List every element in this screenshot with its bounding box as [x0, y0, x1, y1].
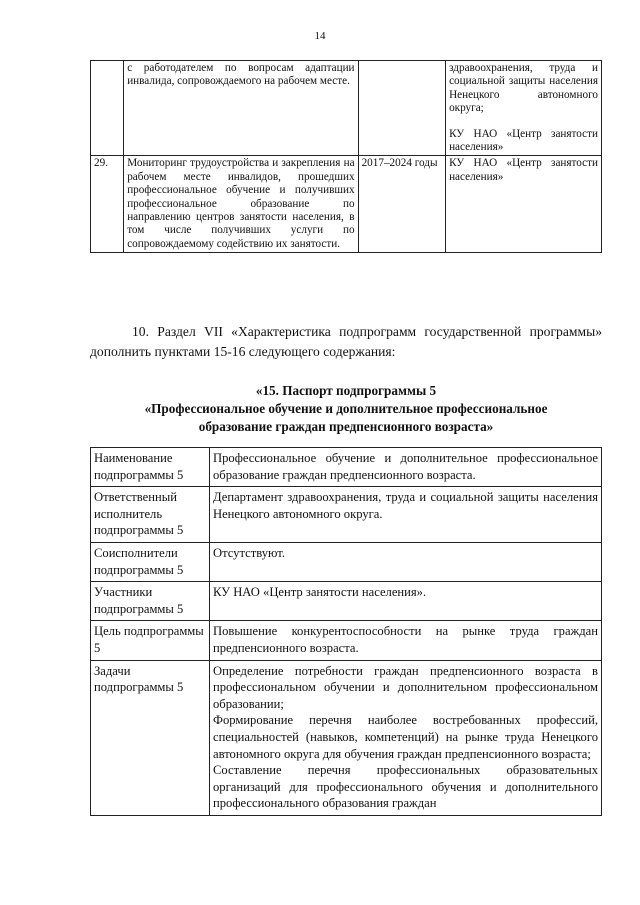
passport-label: Цель подпрограммы 5	[91, 621, 210, 660]
heading-line: «Профессиональное обучение и дополнительное профессиональное	[144, 401, 548, 416]
period-cell: 2017–2024 годы	[358, 156, 446, 253]
table-row	[91, 156, 602, 253]
passport-label: Ответственный исполнитель подпрограммы 5	[91, 487, 210, 543]
passport-value-text: Определение потребности граждан предпенсионного возраста в профессиональном обучении и дополнительном профессиональном образовании;	[213, 663, 598, 711]
passport-value	[210, 487, 602, 543]
passport-table	[90, 447, 602, 816]
page-number: 14	[314, 30, 326, 42]
executor-text: КУ НАО «Центр занятости населения»	[449, 127, 598, 154]
passport-value-text: Формирование перечня наиболее востребованных профессий, специальностей (навыков, компетенций) на рынке труда Ненецкого автономного округа для обучения граждан предпенсионного возраста;	[213, 713, 598, 761]
passport-value-text: Департамент здравоохранения, труда и социальной защиты населения Ненецкого автономного округа.	[213, 490, 598, 521]
passport-value	[210, 448, 602, 487]
amendment-paragraph: 10. Раздел VII «Характеристика подпрограмм государственной программы» дополнить пунктами 15-16 следующего содержания:	[90, 324, 602, 359]
passport-value	[210, 621, 602, 660]
table-row	[91, 660, 602, 815]
table-row	[91, 582, 602, 621]
section-heading	[90, 382, 602, 436]
executor-cell: КУ НАО «Центр занятости населения»	[446, 156, 602, 253]
table-row	[91, 448, 602, 487]
passport-value	[210, 660, 602, 815]
activities-table	[90, 60, 602, 253]
table-row	[91, 542, 602, 581]
heading-line: «15. Паспорт подпрограммы 5	[255, 383, 437, 398]
executor-text: здравоохранения, труда и социальной защиты населения Ненецкого автономного округа;	[449, 62, 598, 115]
action-cell: с работодателем по вопросам адаптации инвалида, сопровождаемого на рабочем месте.	[124, 61, 358, 156]
row-number-cell	[91, 61, 124, 156]
action-cell: Мониторинг трудоустройства и закрепления на рабочем месте инвалидов, прошедших профессиональное обучение и получивших профессиональное образование по направлению центров занятости населения, в том числе получивших услуги по сопровождаемому содействию их занятости.	[124, 156, 358, 253]
table-row	[91, 487, 602, 543]
passport-label: Участники подпрограммы 5	[91, 582, 210, 621]
passport-label: Наименование подпрограммы 5	[91, 448, 210, 487]
passport-value-text: КУ НАО «Центр занятости населения».	[213, 585, 427, 600]
heading-line: образование граждан предпенсионного возраста»	[198, 419, 494, 434]
row-number-cell: 29.	[91, 156, 124, 253]
table-row	[91, 621, 602, 660]
passport-value	[210, 542, 602, 581]
executor-cell	[446, 61, 602, 156]
passport-value-text: Профессиональное обучение и дополнительное профессиональное образование граждан предпенсионного возраста.	[213, 451, 598, 482]
passport-label: Задачи подпрограммы 5	[91, 660, 210, 815]
passport-value-text: Повышение конкурентоспособности на рынке труда граждан предпенсионного возраста.	[213, 624, 598, 655]
period-cell	[358, 61, 446, 156]
passport-value-text: Отсутствуют.	[213, 545, 285, 560]
passport-value-text: Составление перечня профессиональных образовательных организаций для профессионального обучения и дополнительного профессионального образования граждан	[213, 763, 598, 811]
passport-value	[210, 582, 602, 621]
table-row	[91, 61, 602, 156]
passport-label: Соисполнители подпрограммы 5	[91, 542, 210, 581]
